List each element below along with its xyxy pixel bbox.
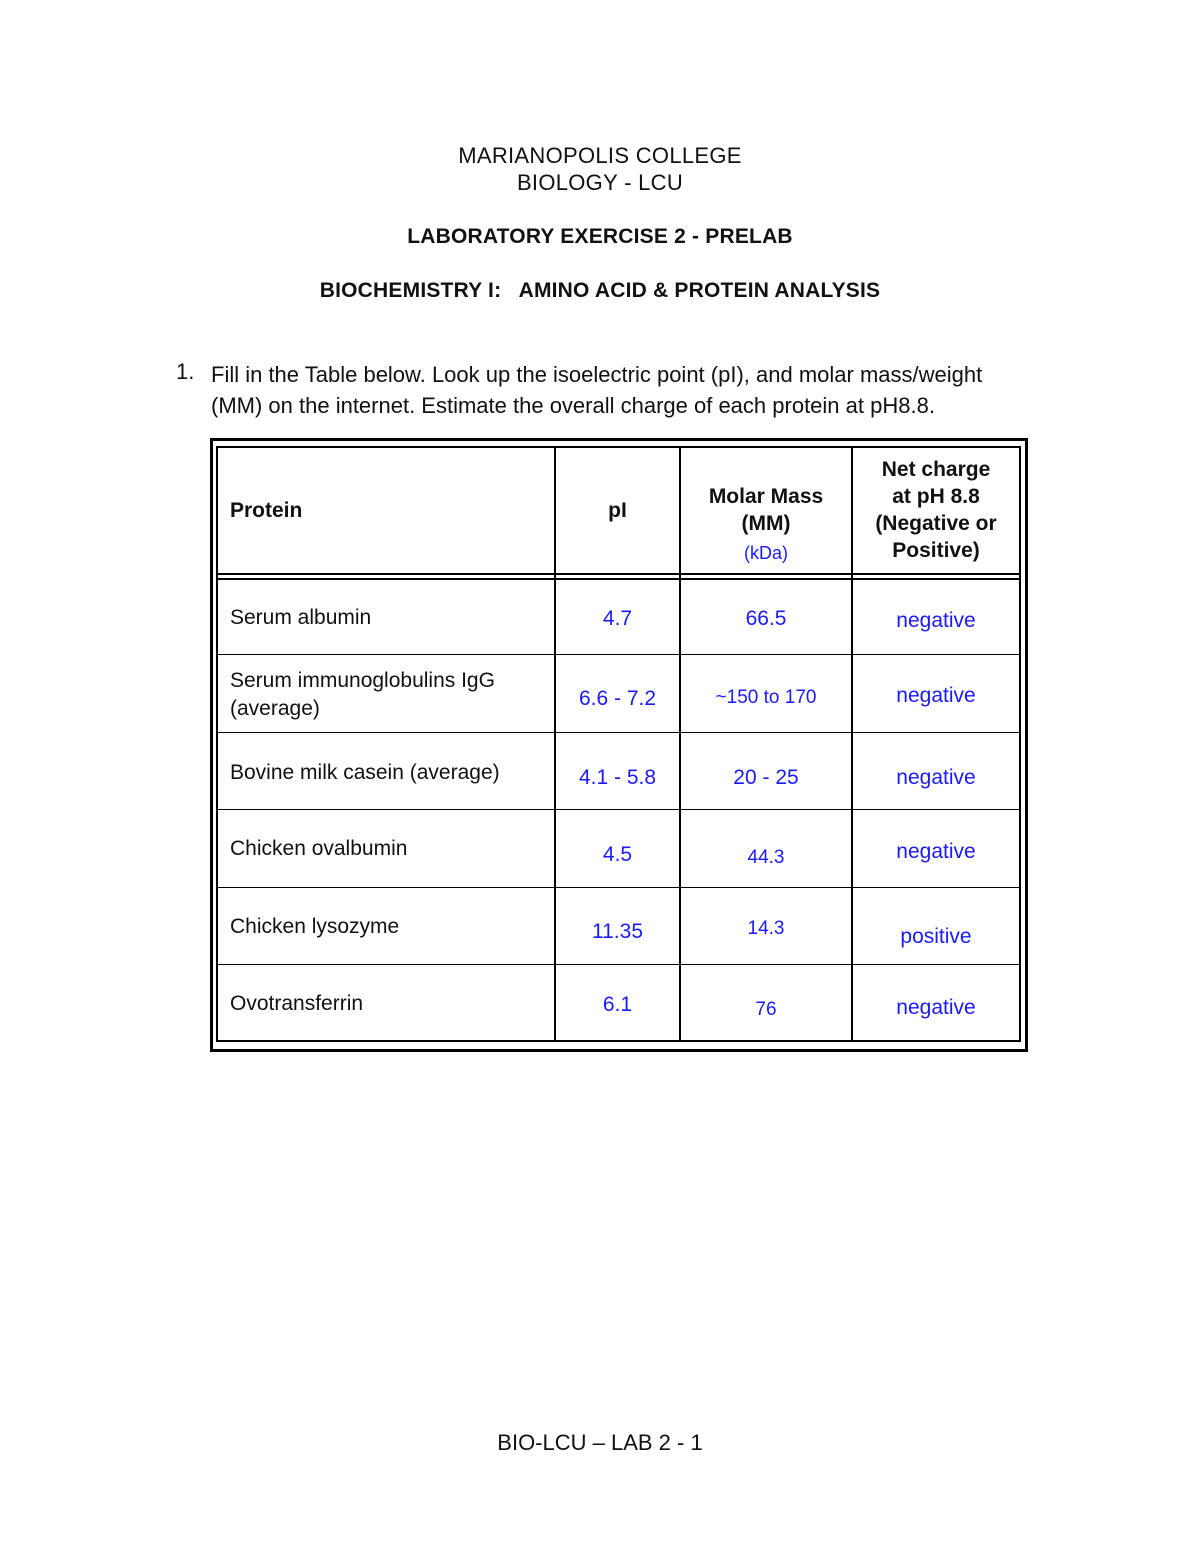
column-divider	[554, 448, 556, 1040]
row-2-pi: 6.6 - 7.2	[578, 687, 657, 710]
question-line-1: Fill in the Table below. Look up the isoelectric point (pI), and molar mass/weight	[211, 362, 983, 387]
row-1-charge: negative	[896, 609, 976, 632]
protein-table	[210, 438, 1028, 1052]
row-6-charge: negative	[896, 996, 976, 1019]
college-name: MARIANOPOLIS COLLEGE	[458, 143, 742, 168]
header-positive: Positive)	[892, 539, 980, 562]
row-5-charge: positive	[900, 925, 972, 948]
row-3-pi: 4.1 - 5.8	[578, 766, 657, 789]
row-5-pi: 11.35	[592, 920, 643, 943]
exercise-title: LABORATORY EXERCISE 2 - PRELAB	[407, 225, 793, 248]
header-pi: pI	[608, 499, 627, 522]
page-footer: BIO-LCU – LAB 2 - 1	[497, 1430, 703, 1455]
header-protein: Protein	[230, 499, 303, 522]
row-divider	[218, 964, 1019, 965]
row-4-charge: negative	[896, 840, 976, 863]
row-5-protein: Chicken lysozyme	[230, 915, 400, 938]
row-divider	[218, 654, 1019, 655]
row-divider	[218, 887, 1019, 888]
row-divider	[218, 809, 1019, 810]
row-2-charge: negative	[896, 684, 976, 707]
protein-table-inner	[216, 446, 1021, 1042]
row-2-protein-note: (average)	[230, 697, 320, 720]
header-negative-or: (Negative or	[875, 512, 997, 535]
row-1-pi: 4.7	[602, 607, 633, 630]
question-text	[211, 359, 1091, 421]
row-2-protein: Serum immunoglobulins IgG	[230, 669, 495, 692]
header-mm-abbrev: (MM)	[741, 512, 791, 535]
row-6-protein: Ovotransferrin	[230, 992, 364, 1015]
row-4-protein: Chicken ovalbumin	[230, 837, 408, 860]
header-mm-unit: (kDa)	[744, 543, 788, 563]
question-line-2: (MM) on the internet. Estimate the overall charge of each protein at pH8.8.	[211, 393, 935, 418]
header-molar-mass: Molar Mass	[708, 485, 824, 508]
row-6-pi: 6.1	[602, 993, 633, 1016]
course-name: BIOLOGY - LCU	[516, 170, 684, 195]
row-4-pi: 4.5	[602, 843, 633, 866]
header-ph: at pH 8.8	[892, 485, 980, 508]
row-1-protein: Serum albumin	[230, 606, 372, 629]
row-2-mm: ~150 to 170	[715, 687, 817, 708]
header-separator	[218, 573, 1019, 580]
row-6-mm: 76	[755, 999, 777, 1020]
row-3-charge: negative	[896, 766, 976, 789]
row-4-mm: 44.3	[747, 847, 785, 868]
row-5-mm: 14.3	[747, 918, 785, 939]
row-3-mm: 20 - 25	[733, 766, 799, 789]
topic-title: BIOCHEMISTRY I: AMINO ACID & PROTEIN ANALYSIS	[319, 279, 881, 302]
row-3-protein: Bovine milk casein (average)	[230, 761, 500, 784]
question-number: 1.	[176, 359, 195, 384]
row-1-mm: 66.5	[745, 607, 787, 630]
header-net-charge: Net charge	[881, 458, 991, 481]
row-divider	[218, 732, 1019, 733]
